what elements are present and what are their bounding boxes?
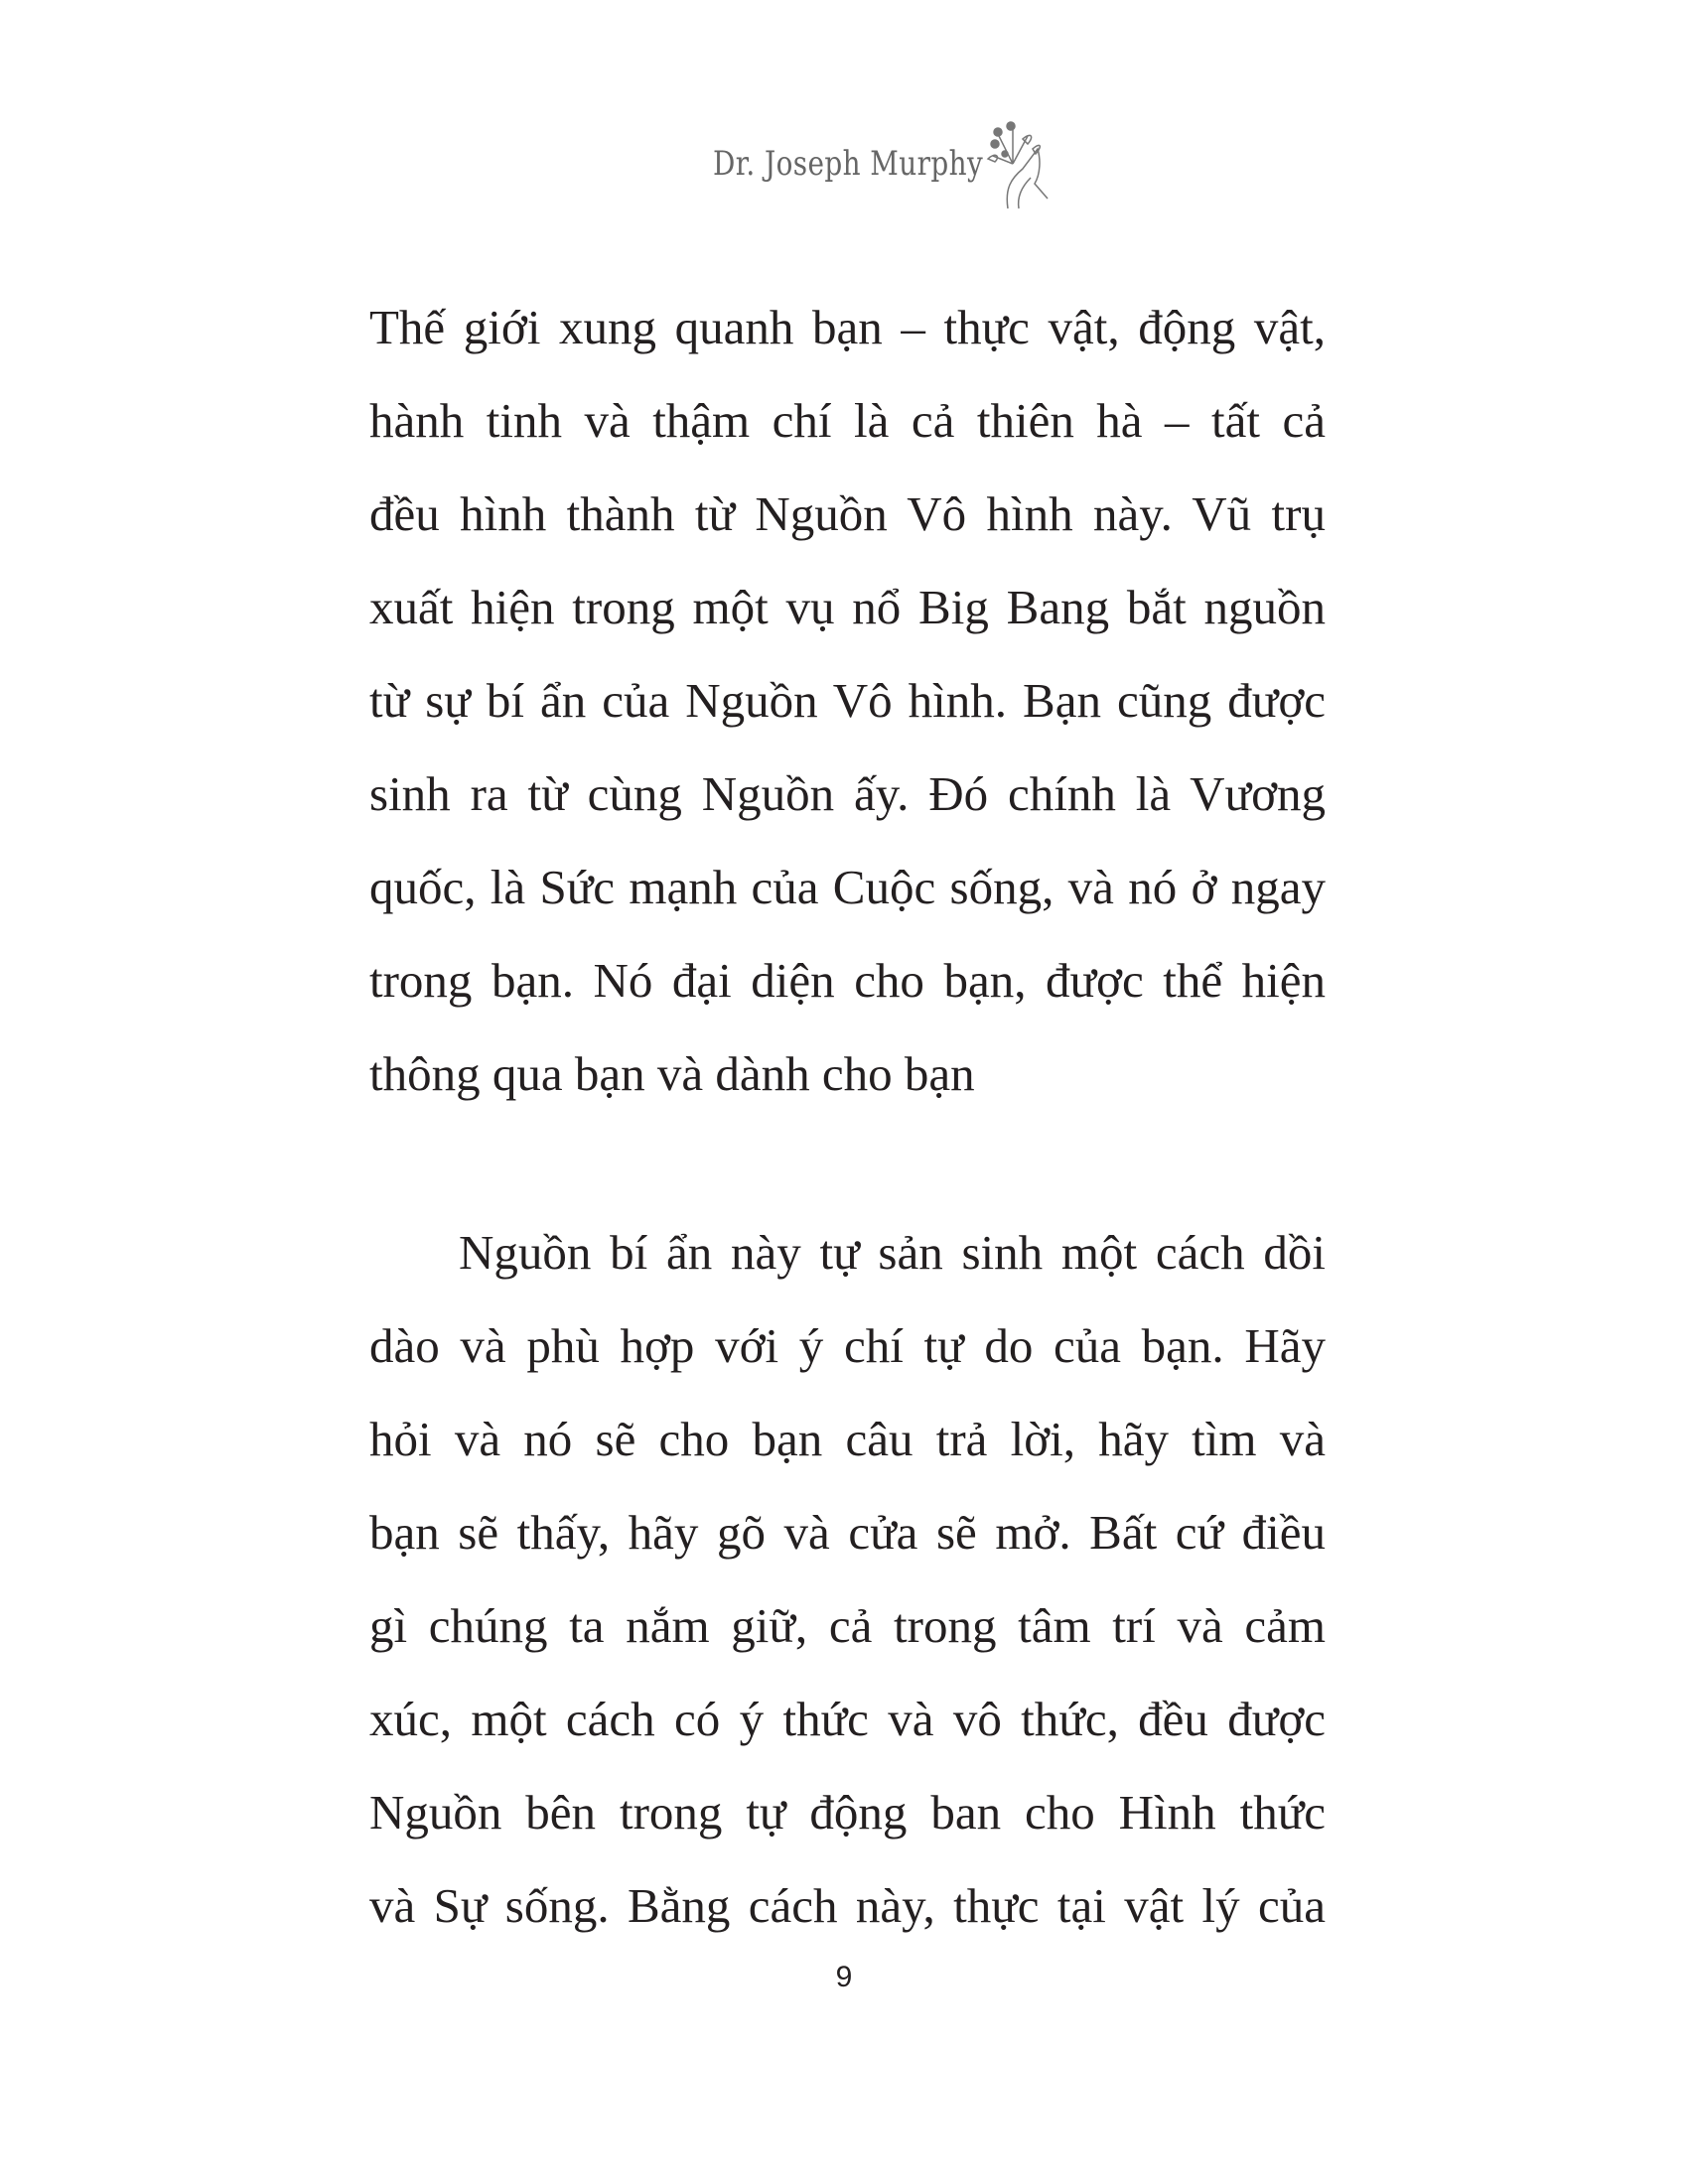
text-line: và Sự sống. Bằng cách này, thực tại vật lý của bbox=[369, 1878, 1326, 1933]
running-header bbox=[0, 114, 1688, 223]
text-line: từ sự bí ẩn của Nguồn Vô hình. Bạn cũng được bbox=[369, 673, 1326, 728]
text-line: đều hình thành từ Nguồn Vô hình này. Vũ trụ bbox=[369, 486, 1326, 541]
text-line: Nguồn bên trong tự động ban cho Hình thức bbox=[369, 1785, 1326, 1840]
text-line: Nguồn bí ẩn này tự sản sinh một cách dồi bbox=[459, 1225, 1326, 1280]
text-line: bạn sẽ thấy, hãy gõ và cửa sẽ mở. Bất cứ điều bbox=[369, 1505, 1326, 1560]
text-line: hỏi và nó sẽ cho bạn câu trả lời, hãy tìm và bbox=[369, 1412, 1326, 1466]
text-line: gì chúng ta nắm giữ, cả trong tâm trí và cảm bbox=[369, 1598, 1326, 1653]
paragraph-1 bbox=[369, 281, 1326, 1121]
text-line: xuất hiện trong một vụ nổ Big Bang bắt nguồn bbox=[369, 580, 1326, 634]
page-number: 9 bbox=[835, 1961, 853, 1993]
text-line: thông qua bạn và dành cho bạn bbox=[369, 1046, 975, 1101]
text-line: Thế giới xung quanh bạn – thực vật, động vật, bbox=[369, 300, 1326, 354]
text-line: trong bạn. Nó đại diện cho bạn, được thể hiện bbox=[369, 953, 1326, 1008]
body-text bbox=[369, 281, 1326, 1953]
text-line: hành tinh và thậm chí là cả thiên hà – tất cả bbox=[369, 393, 1326, 448]
text-line: xúc, một cách có ý thức và vô thức, đều được bbox=[369, 1692, 1326, 1746]
text-line: dào và phù hợp với ý chí tự do của bạn. Hãy bbox=[369, 1318, 1326, 1373]
hand-holding-flowers-icon bbox=[983, 114, 1053, 213]
text-line: quốc, là Sức mạnh của Cuộc sống, và nó ở ngay bbox=[369, 860, 1326, 914]
paragraph-2 bbox=[369, 1206, 1326, 1953]
text-line: sinh ra từ cùng Nguồn ấy. Đó chính là Vương bbox=[369, 766, 1326, 821]
author-name: Dr. Joseph Murphy bbox=[713, 144, 984, 184]
